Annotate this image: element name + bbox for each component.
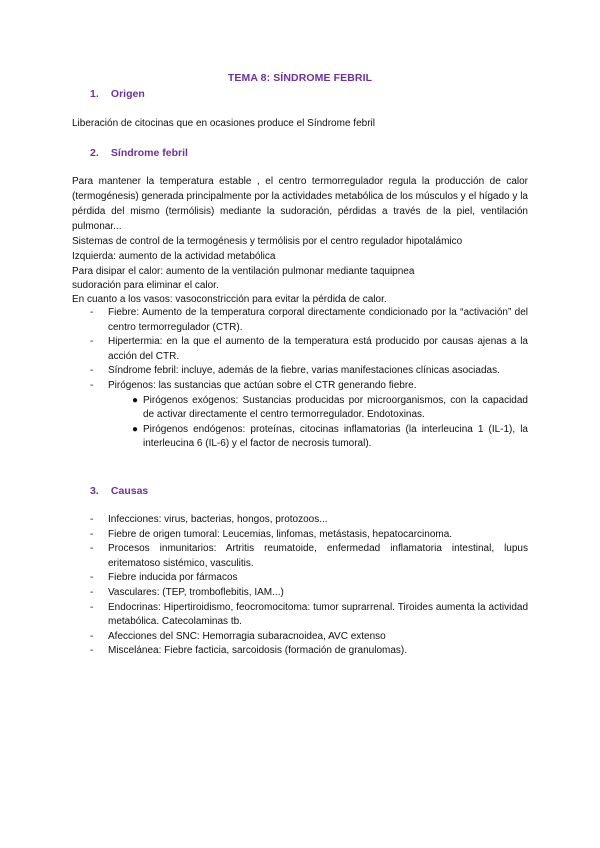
list-item	[90, 601, 528, 630]
list-item-text: Hipertermia: en la que el aumento de la temperatura está producido por causas ajenas a la acción del CTR.	[108, 336, 528, 362]
list-item-text: Pirógenos: las sustancias que actúan sobre el CTR generando fiebre.	[108, 379, 417, 391]
list-item-text: Afecciones del SNC: Hemorragia subaracnoidea, AVC extenso	[108, 630, 386, 642]
list-item	[90, 335, 528, 364]
list-item	[90, 644, 528, 659]
dash-marker: -	[90, 586, 94, 598]
document-title: TEMA 8: SÍNDROME FEBRIL	[227, 72, 373, 84]
list-item-text: Miscelánea: Fiebre facticia, sarcoidosis (formación de granulomas).	[108, 645, 408, 657]
sindrome-line: Sistemas de control de la termogénesis y termólisis por el centro regulador hipotalámico	[72, 236, 463, 247]
section-label: Origen	[110, 88, 145, 100]
sindrome-list	[90, 306, 528, 452]
origen-text: Liberación de citocinas que en ocasiones produce el Síndrome febril	[72, 118, 375, 129]
section-number: 3.	[90, 485, 99, 497]
sindrome-line: sudoración para eliminar el calor.	[72, 280, 219, 291]
sublist-item-text: Pirógenos exógenos: Sustancias producidas por microorganismos, con la capacidad de activar directamente el centro termorregulador. Endotoxinas.	[143, 394, 528, 421]
list-item	[90, 586, 528, 601]
list-item	[90, 571, 528, 586]
dash-marker: -	[90, 645, 94, 657]
list-item	[90, 364, 528, 379]
dash-marker: -	[90, 379, 94, 391]
section-label: Síndrome febril	[110, 147, 188, 159]
sindrome-line: Izquierda: aumento de la actividad metabólica	[72, 251, 276, 262]
section-heading-causas	[90, 485, 148, 497]
section-label: Causas	[110, 485, 149, 497]
list-item-text: Procesos inmunitarios: Artritis reumatoide, enfermedad inflamatoria intestinal, lupus eritematoso sistémico, vasculitis.	[108, 543, 528, 569]
section-number: 1.	[90, 88, 99, 100]
sublist-item-text: Pirógenos endógenos: proteínas, citocinas inflamatorias (la interleucina 1 (IL-1), la interleucina 6 (IL-6) y el factor de necrosis tumoral).	[143, 423, 528, 450]
bullet-icon: ●	[132, 394, 139, 406]
bullet-icon: ●	[132, 423, 139, 435]
sindrome-paragraph: Para mantener la temperatura estable , el centro termorregulador regula la producción de calor (termogénesis) generada principalmente por la actividades metabólica de los músculos y el hígado y la pérdida del mismo (termólisis) mediante la sudoración, pérdidas a través de la piel, ventilación pulmonar...	[72, 176, 528, 232]
list-item	[90, 513, 528, 528]
list-item	[90, 306, 528, 335]
list-item-text: Vasculares: (TEP, tromboflebitis, IAM...)	[108, 586, 284, 598]
sublist-item	[108, 394, 528, 423]
list-item-text: Endocrinas: Hipertiroidismo, feocromocitoma: tumor suprarrenal. Tiroides aumenta la actividad metabólica. Catecolaminas tb.	[108, 601, 528, 628]
dash-marker: -	[90, 307, 94, 318]
dash-marker: -	[90, 336, 94, 348]
dash-marker: -	[90, 365, 94, 377]
list-item-text: Fiebre de origen tumoral: Leucemias, linfomas, metástasis, hepatocarcinoma.	[108, 528, 453, 540]
list-item	[90, 542, 528, 571]
list-item-text: Infecciones: virus, bacterias, hongos, protozoos...	[108, 514, 328, 525]
sindrome-line: En cuanto a los vasos: vasoconstricción para evitar la pérdida de calor.	[72, 294, 387, 305]
dash-marker: -	[90, 572, 94, 584]
list-item-text: Fiebre inducida por fármacos	[108, 572, 238, 584]
list-item-text: Fiebre: Aumento de la temperatura corporal directamente condicionado por la “activación” del centro termorregulador (CTR).	[108, 307, 528, 333]
sindrome-line: Para disipar el calor: aumento de la ventilación pulmonar mediante taquipnea	[72, 266, 415, 277]
dash-marker: -	[90, 543, 94, 555]
sublist-item	[108, 423, 528, 452]
dash-marker: -	[90, 514, 94, 525]
pirogenos-sublist	[108, 394, 528, 452]
dash-marker: -	[90, 528, 94, 540]
list-item	[90, 630, 528, 645]
list-item-text: Síndrome febril: incluye, además de la fiebre, varias manifestaciones clínicas asociadas.	[108, 365, 500, 377]
list-item	[90, 528, 528, 543]
dash-marker: -	[90, 601, 94, 613]
section-heading-origen	[90, 88, 145, 100]
causas-list	[90, 513, 528, 659]
section-number: 2.	[90, 147, 99, 159]
list-item	[90, 379, 528, 452]
dash-marker: -	[90, 630, 94, 642]
section-heading-sindrome-febril	[90, 147, 188, 159]
